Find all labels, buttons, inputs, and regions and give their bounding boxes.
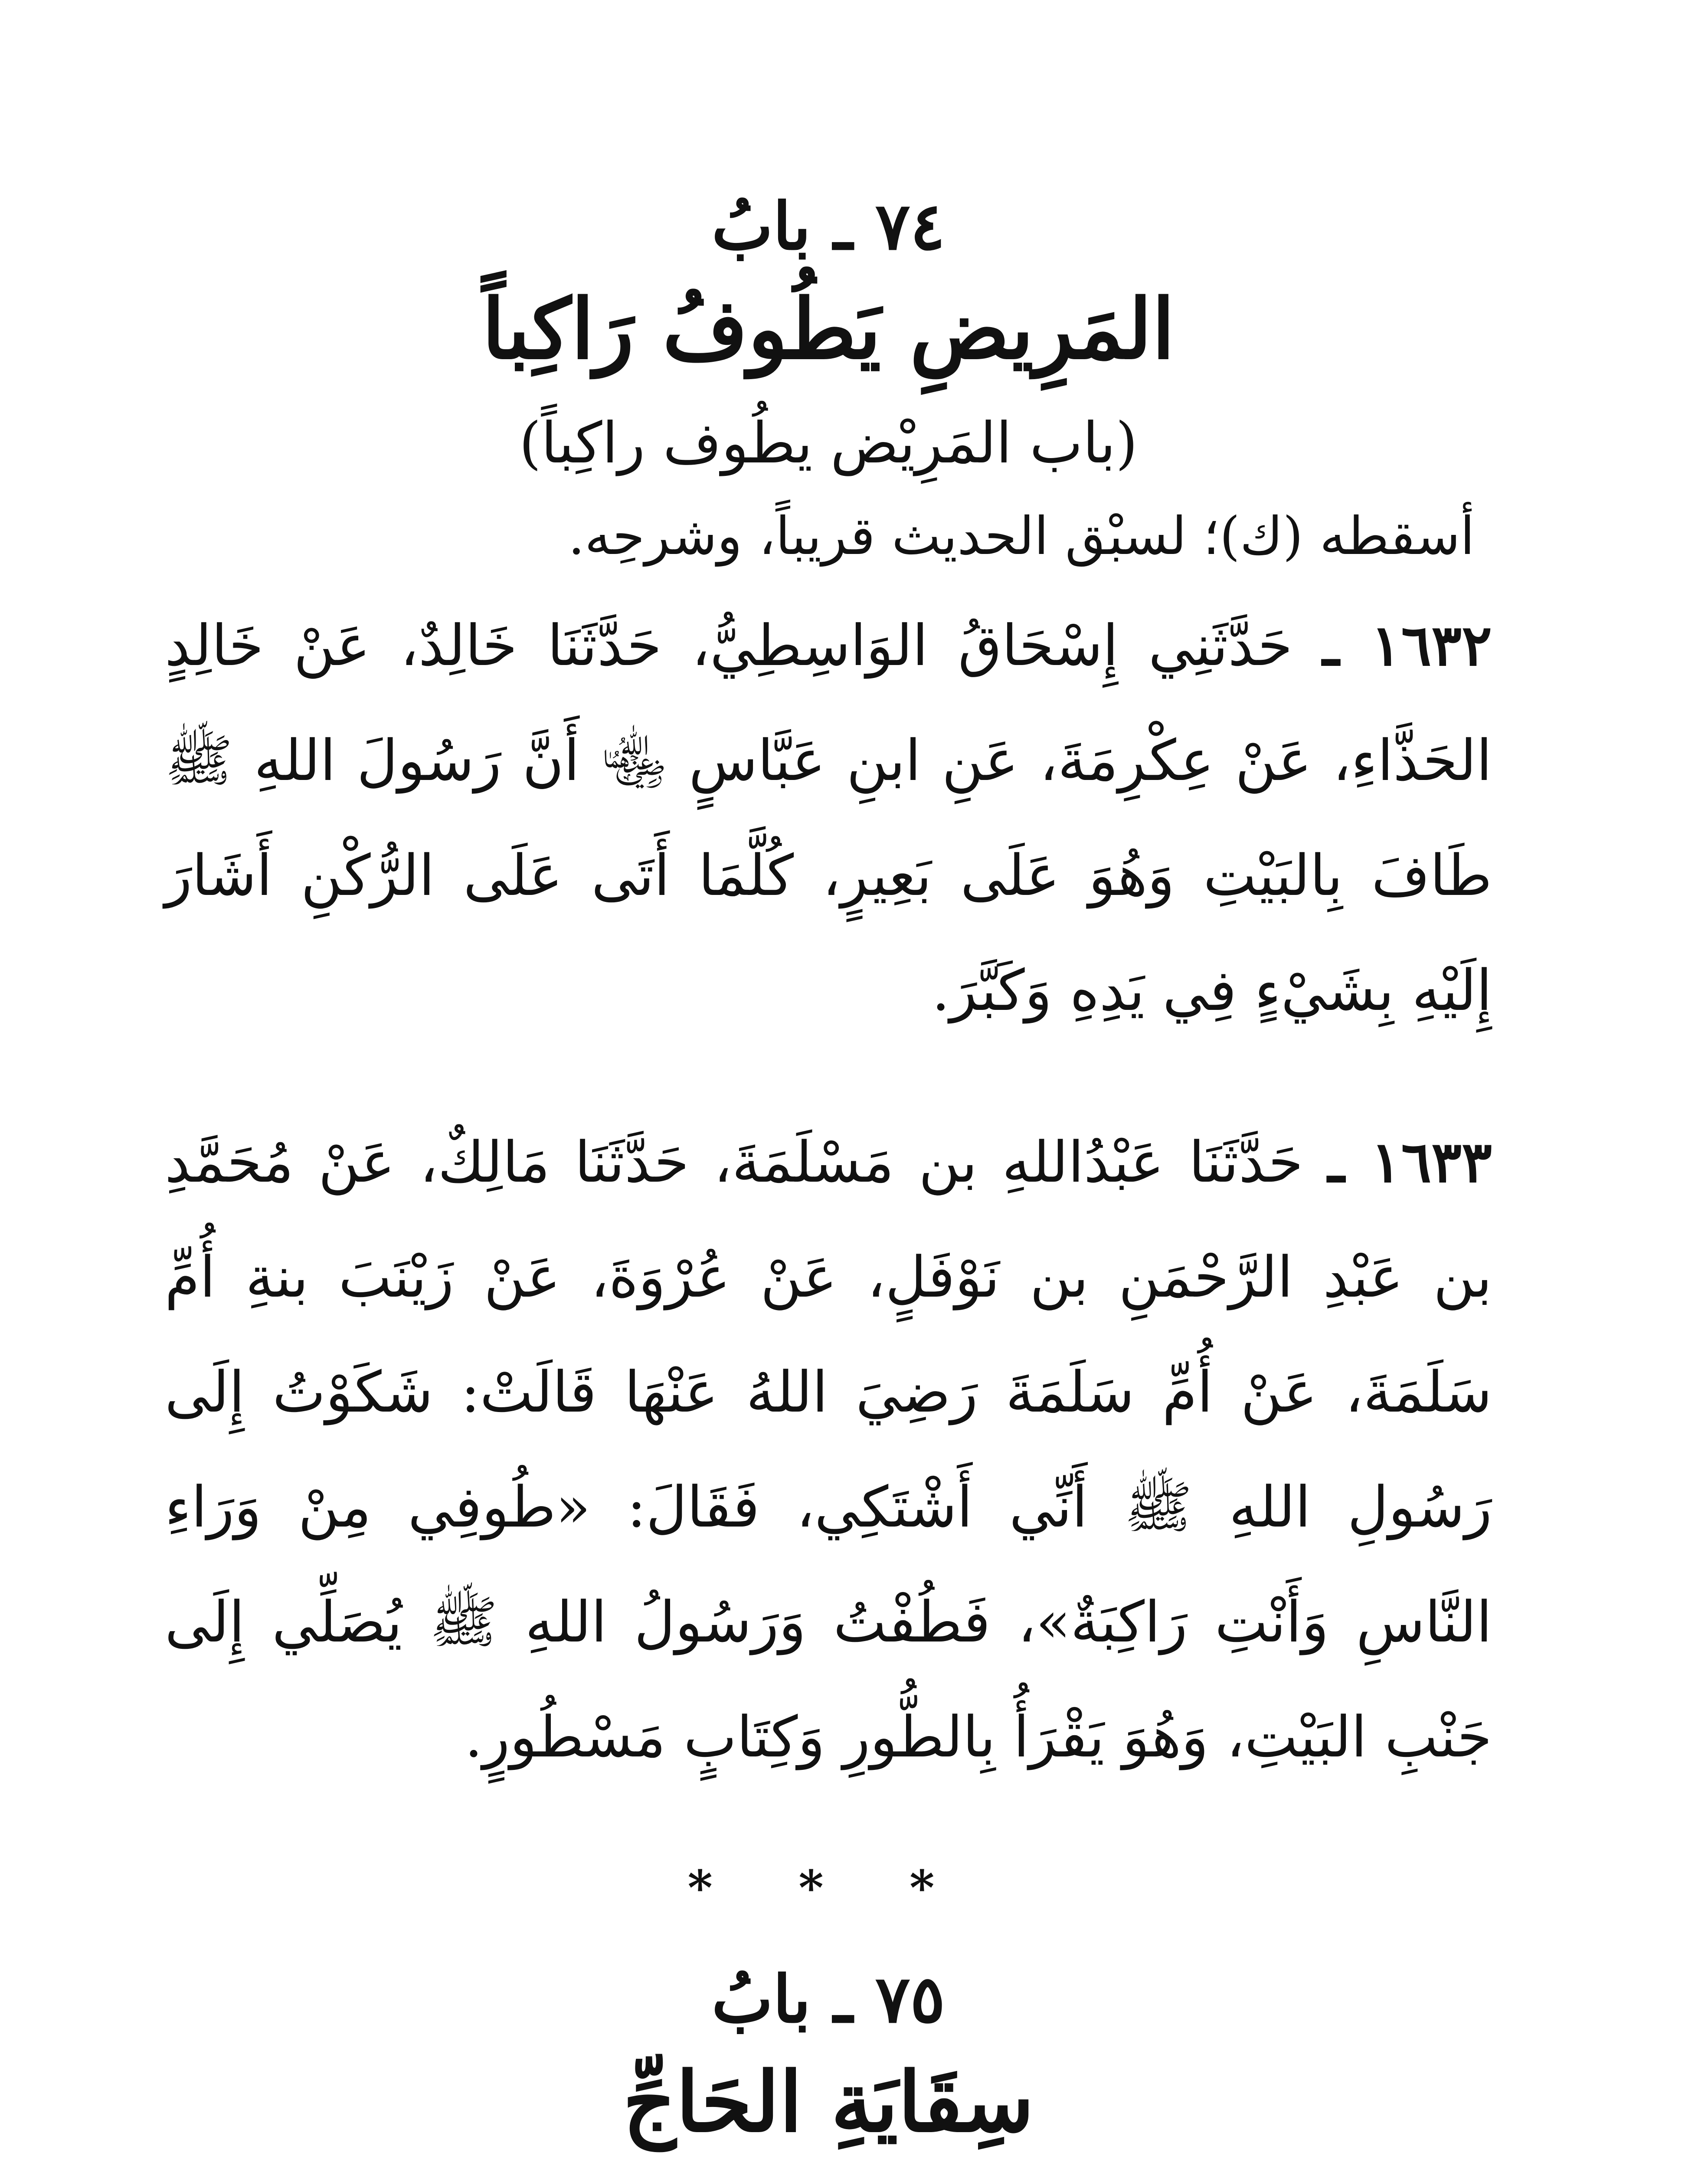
hadith-number: ١٦٣٣ ـ <box>1328 1129 1492 1195</box>
hadith-paragraph <box>165 1104 1492 1795</box>
hadith-text: حَدَّثَنَا عَبْدُاللهِ بن مَسْلَمَةَ، حَدَّثَنَا مَالِكٌ، عَنْ مُحَمَّدِ بن عَبْدِ الرَّحْمَنِ بن نَوْفَلٍ، عَنْ عُرْوَةَ، عَنْ زَيْنَبَ بنةِ أُمِّ سَلَمَةَ، عَنْ أُمِّ سَلَمَةَ رَضِيَ اللهُ عَنْهَا قَالَتْ: شَكَوْتُ إِلَى رَسُولِ اللهِ ﷺ أَنِّي أَشْتَكِي، فَقَالَ: «طُوفِي مِنْ وَرَاءِ النَّاسِ وَأَنْتِ رَاكِبَةٌ»، فَطُفْتُ وَرَسُولُ اللهِ ﷺ يُصَلِّي إِلَى جَنْبِ البَيْتِ، وَهُوَ يَقْرَأُ بِالطُّورِ وَكِتَابٍ مَسْطُورٍ. <box>165 1129 1492 1770</box>
book-page <box>165 130 1492 2169</box>
hadith-text: حَدَّثَنِي إِسْحَاقُ الوَاسِطِيُّ، حَدَّثَنَا خَالِدٌ، عَنْ خَالِدٍ الحَذَّاءِ، عَنْ عِكْرِمَةَ، عَنِ ابنِ عَبَّاسٍ ﵄ أَنَّ رَسُولَ اللهِ ﷺ طَافَ بِالبَيْتِ وَهُوَ عَلَى بَعِيرٍ، كُلَّمَا أَتَى عَلَى الرُّكْنِ أَشَارَ إِلَيْهِ بِشَيْءٍ فِي يَدِهِ وَكَبَّرَ. <box>165 613 1492 1023</box>
chapter-number: ٧٤ ـ بابُ <box>711 188 946 265</box>
hadith-paragraph <box>165 588 1492 1048</box>
commentary-note: أسقطه (ك)؛ لسبْق الحديث قريباً، وشرحِه. <box>568 506 1475 567</box>
section-separator: * * * <box>687 1860 969 1916</box>
hadith-number: ١٦٣٢ ـ <box>1322 612 1492 678</box>
chapter-title: المَرِيضِ يَطُوفُ رَاكِباً <box>482 281 1175 377</box>
chapter-subtitle: (باب المَرِيْض يطُوف راكِباً) <box>519 410 1138 476</box>
chapter-number: ٧٥ ـ بابُ <box>711 1961 946 2038</box>
chapter-title: سِقَايَةِ الحَاجِّ <box>623 2054 1034 2150</box>
